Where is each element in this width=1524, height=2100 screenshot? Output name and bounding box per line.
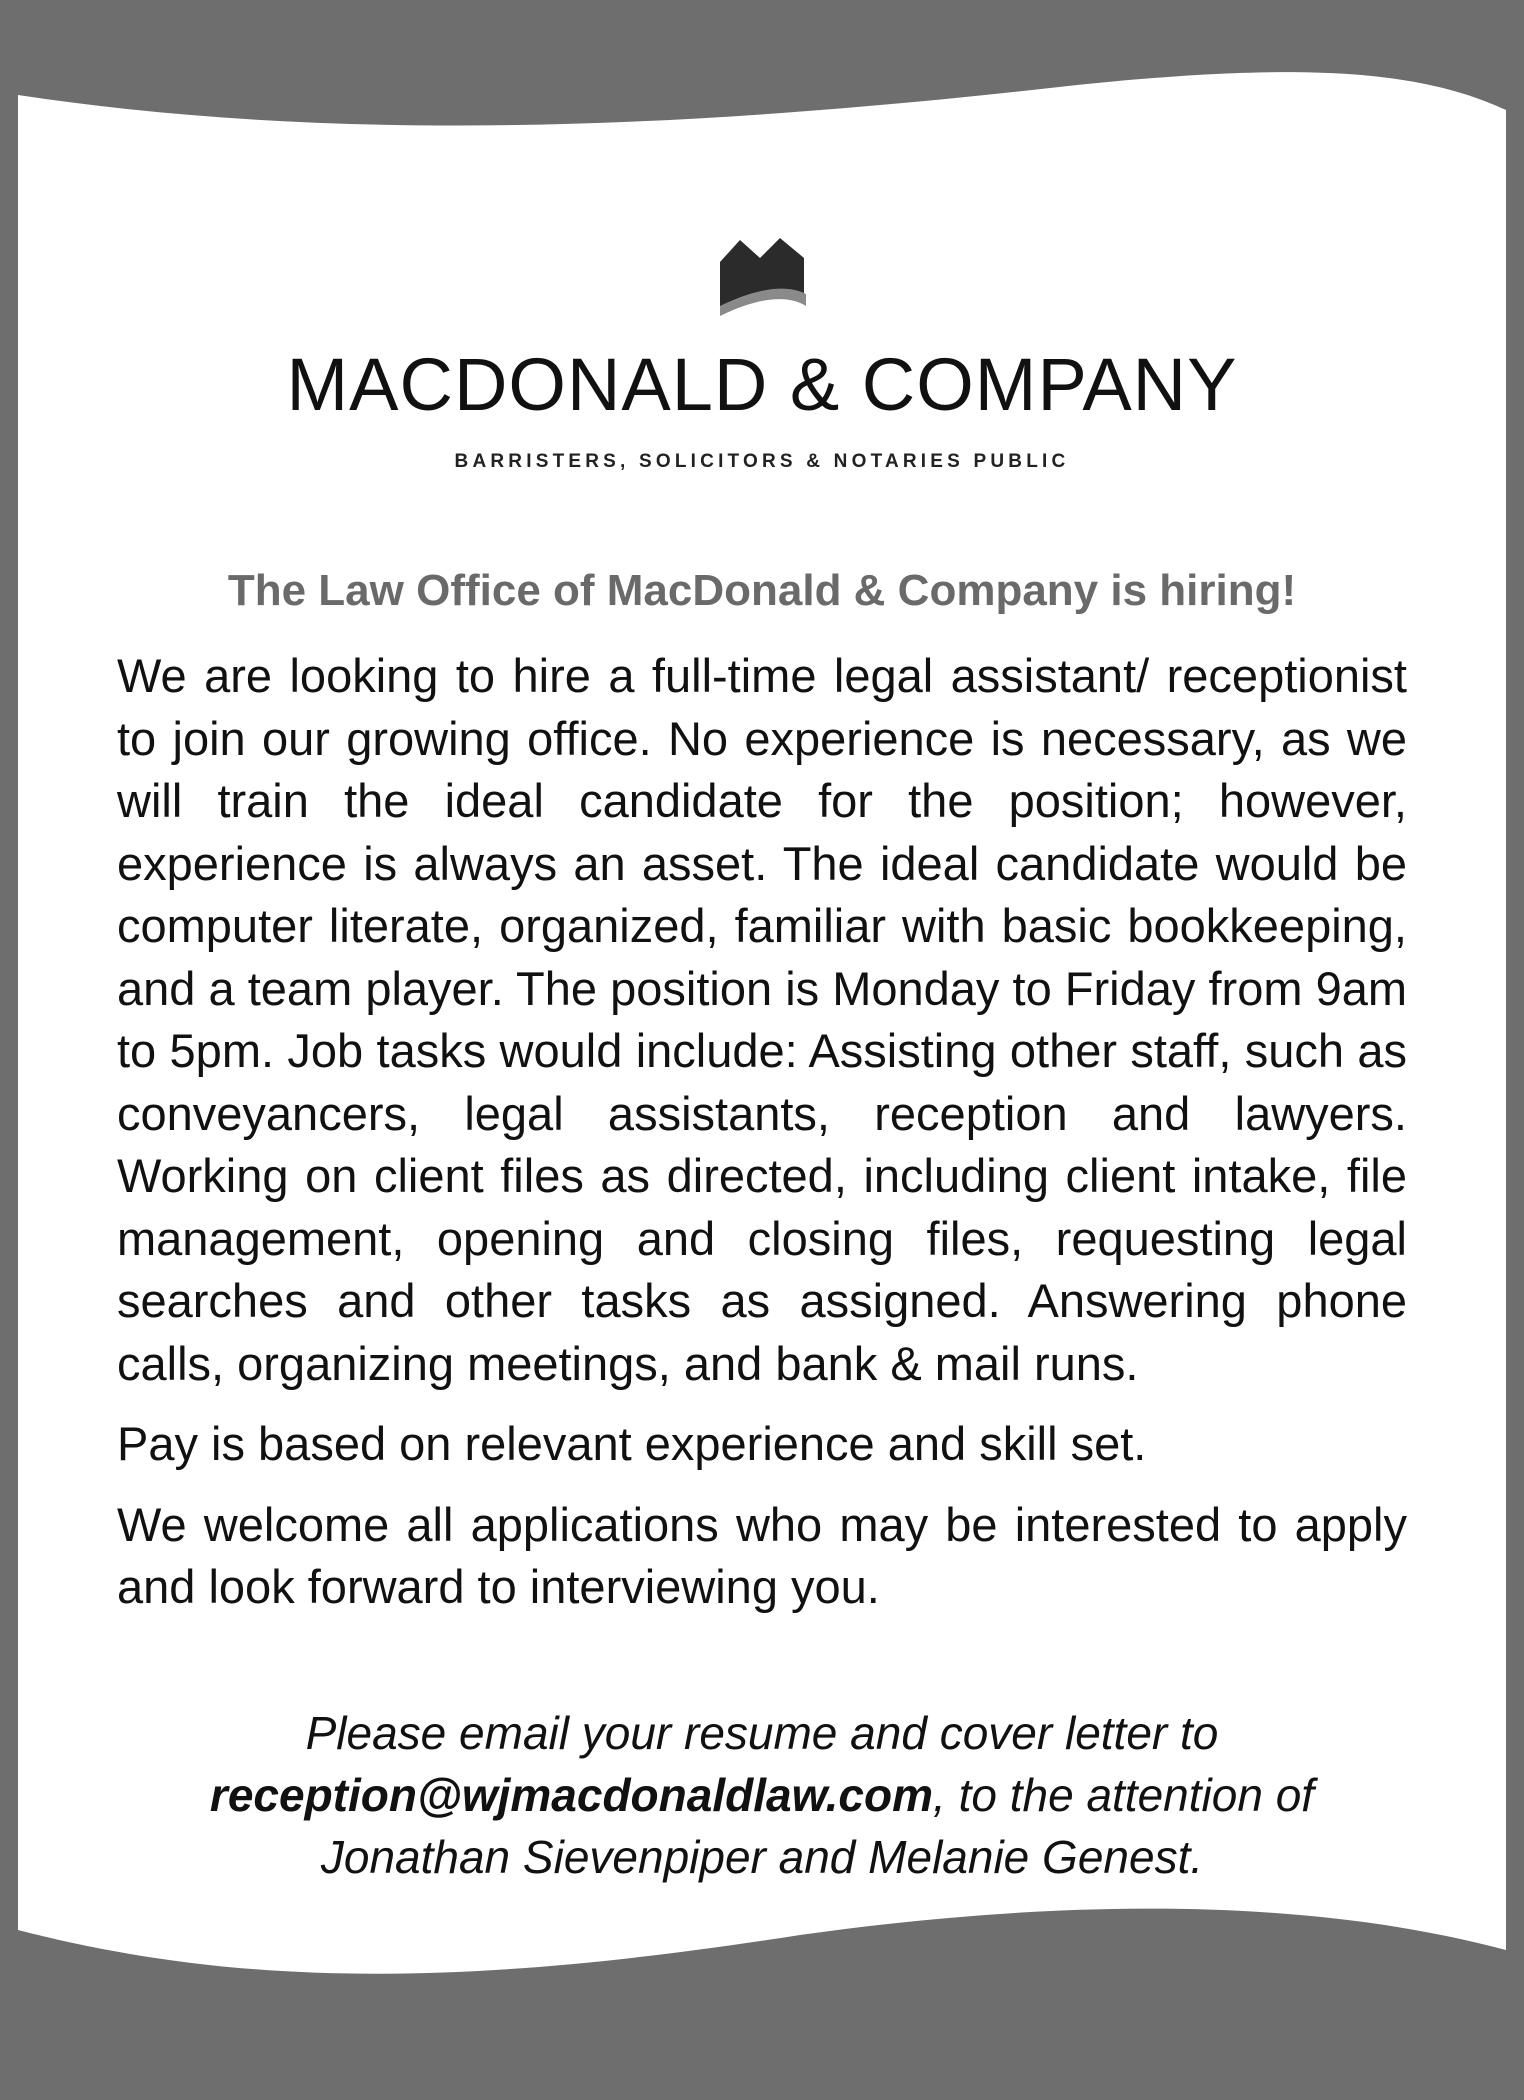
contact-line-2-suffix: , to the attention of — [933, 1769, 1315, 1821]
contact-email-link[interactable]: reception@wjmacdonaldlaw.com — [209, 1769, 934, 1821]
mountain-logo-icon — [712, 232, 812, 322]
contact-instructions — [117, 1702, 1407, 1888]
hiring-headline: The Law Office of MacDonald & Company is hiring! — [227, 566, 1297, 615]
contact-line-2 — [117, 1764, 1407, 1826]
firm-subtitle: BARRISTERS, SOLICITORS & NOTARIES PUBLIC — [454, 451, 1070, 472]
posting-body — [117, 645, 1407, 1619]
logo — [117, 232, 1407, 327]
job-description-paragraph: We are looking to hire a full-time legal assistant/ receptionist to join our growing office. No experience is necessary, as we will train the ideal candidate for the position; however, experience is always an asset. The ideal candidate would be computer literate, organized, familiar with basic bookkeeping, and a team player. The position is Monday to Friday from 9am to 5pm. Job tasks would include: Assisting other staff, such as conveyancers, legal assistants, reception and lawyers. Working on client files as directed, including client intake, file management, opening and closing files, requesting legal searches and other tasks as assigned. Answering phone calls, organizing meetings, and bank & mail runs. — [117, 649, 1407, 1390]
contact-line-1: Please email your resume and cover letter to — [305, 1707, 1219, 1759]
firm-name: MACDONALD & COMPANY — [286, 343, 1238, 426]
pay-paragraph: Pay is based on relevant experience and skill set. — [117, 1417, 1147, 1470]
welcome-paragraph: We welcome all applications who may be interested to apply and look forward to interviewing you. — [117, 1497, 1407, 1613]
contact-line-3: Jonathan Sievenpiper and Melanie Genest. — [320, 1831, 1204, 1883]
